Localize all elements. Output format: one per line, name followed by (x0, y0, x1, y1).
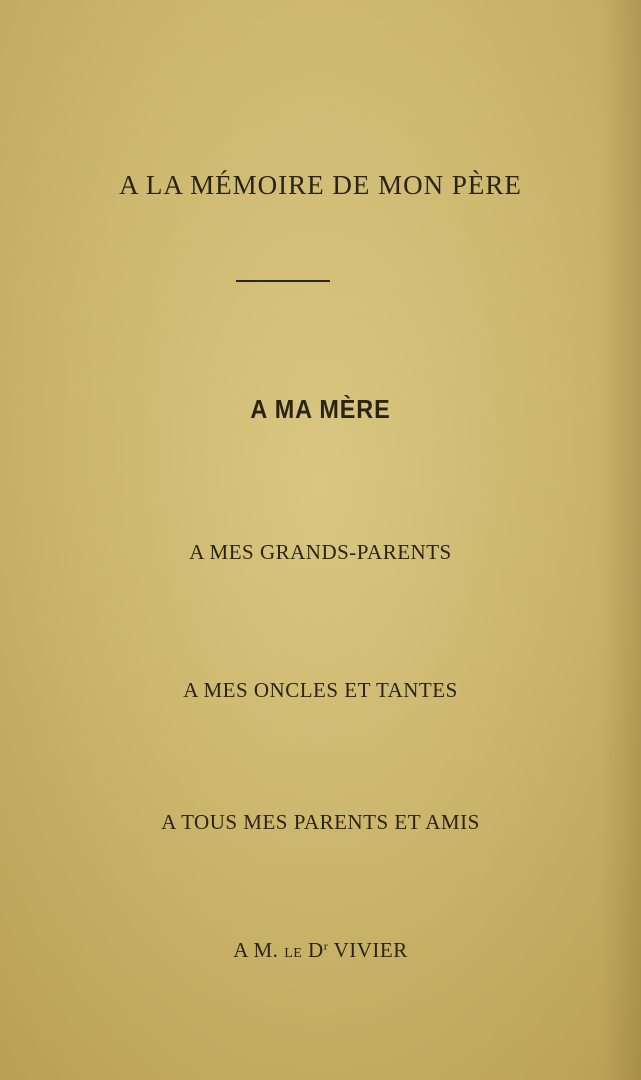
dedication-uncles-aunts: A MES ONCLES ET TANTES (183, 678, 458, 702)
vivier-le: LE (284, 946, 303, 961)
dedication-dr-vivier (0, 938, 641, 963)
vivier-prefix: A M. (233, 938, 285, 962)
dedication-grandparents: A MES GRANDS-PARENTS (189, 540, 452, 564)
divider-rule (236, 280, 330, 282)
dedication-father: A LA MÉMOIRE DE MON PÈRE (119, 170, 522, 200)
vivier-dr-sup: r (323, 939, 329, 953)
vivier-name: VIVIER (328, 938, 408, 962)
dedication-relatives-friends: A TOUS MES PARENTS ET AMIS (161, 810, 480, 834)
vivier-dr: D (302, 938, 324, 962)
dedication-mother: A MA MÈRE (250, 394, 391, 424)
